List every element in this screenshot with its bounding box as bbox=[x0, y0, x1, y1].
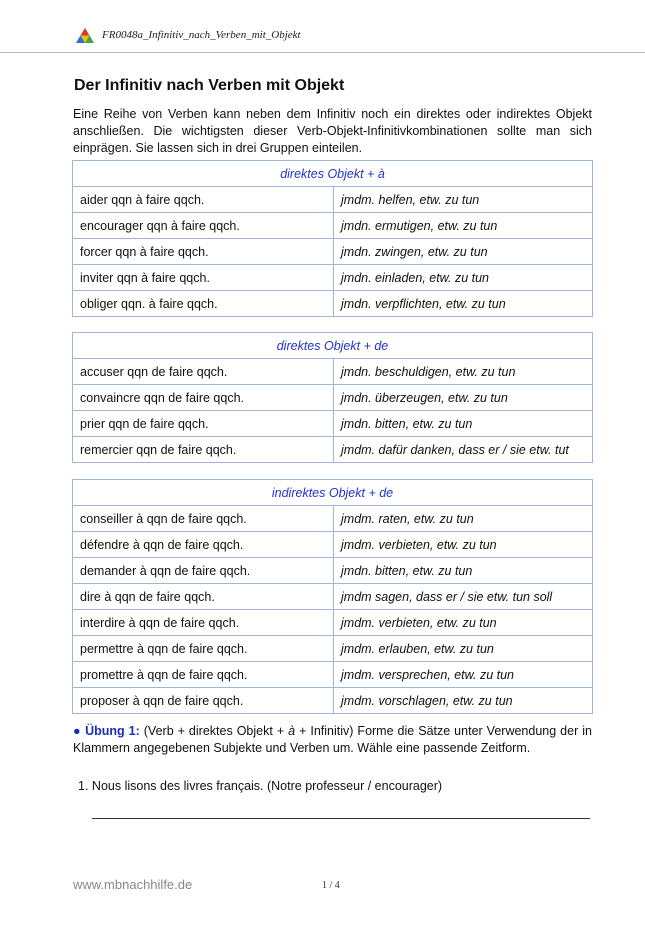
german-translation: jmdn. beschuldigen, etw. zu tun bbox=[334, 359, 593, 385]
table-row bbox=[73, 532, 593, 558]
table-direct-object-a bbox=[72, 160, 593, 317]
table-indirect-object-de bbox=[72, 479, 593, 714]
german-translation: jmdm. dafür danken, dass er / sie etw. tut bbox=[334, 437, 593, 463]
german-translation: jmdm. helfen, etw. zu tun bbox=[334, 187, 593, 213]
table-row bbox=[73, 411, 593, 437]
german-translation: jmdm. verbieten, etw. zu tun bbox=[334, 610, 593, 636]
german-translation: jmdn. überzeugen, etw. zu tun bbox=[334, 385, 593, 411]
french-phrase: convaincre qqn de faire qqch. bbox=[73, 385, 334, 411]
table-row bbox=[73, 610, 593, 636]
footer-website: www.mbnachhilfe.de bbox=[73, 877, 193, 892]
table-row bbox=[73, 265, 593, 291]
exercise-instruction-a: à bbox=[288, 724, 296, 738]
table-row bbox=[73, 187, 593, 213]
french-phrase: aider qqn à faire qqch. bbox=[73, 187, 334, 213]
intro-paragraph: Eine Reihe von Verben kann neben dem Infinitiv noch ein direktes oder indirektes Objekt anschließen. Die wichtigsten dieser Verb-Objekt-Infinitivkombinationen sollte man sich einprägen. Sie lassen sich in drei Gruppen einteilen. bbox=[73, 107, 592, 155]
german-translation: jmdm. versprechen, etw. zu tun bbox=[334, 662, 593, 688]
exercise-instruction-pre: (Verb + direktes Objekt + bbox=[139, 724, 289, 738]
french-phrase: défendre à qqn de faire qqch. bbox=[73, 532, 334, 558]
table-row bbox=[73, 359, 593, 385]
french-phrase: permettre à qqn de faire qqch. bbox=[73, 636, 334, 662]
exercise-bullet: ● bbox=[73, 724, 82, 738]
table-row bbox=[73, 688, 593, 714]
exercise-item-number: 1. bbox=[78, 779, 89, 793]
german-translation: jmdn. einladen, etw. zu tun bbox=[334, 265, 593, 291]
german-translation: jmdm sagen, dass er / sie etw. tun soll bbox=[334, 584, 593, 610]
table-heading: indirektes Objekt + de bbox=[73, 480, 593, 506]
french-phrase: interdire à qqn de faire qqch. bbox=[73, 610, 334, 636]
german-translation: jmdn. verpflichten, etw. zu tun bbox=[334, 291, 593, 317]
french-phrase: demander à qqn de faire qqch. bbox=[73, 558, 334, 584]
french-phrase: obliger qqn. à faire qqch. bbox=[73, 291, 334, 317]
german-translation: jmdn. ermutigen, etw. zu tun bbox=[334, 213, 593, 239]
triangle-logo-icon bbox=[76, 28, 94, 43]
exercise-instruction-post: + Infinitiv) Forme die Sätze unter Verwendung der in Klammern angegebenen Subjekte und Verben um. Wähle eine passende Zeitform. bbox=[73, 724, 592, 755]
french-phrase: conseiller à qqn de faire qqch. bbox=[73, 506, 334, 532]
document-filename: FR0048a_Infinitiv_nach_Verben_mit_Objekt bbox=[102, 29, 301, 41]
table-row bbox=[73, 636, 593, 662]
french-phrase: forcer qqn à faire qqch. bbox=[73, 239, 334, 265]
french-phrase: inviter qqn à faire qqch. bbox=[73, 265, 334, 291]
table-row bbox=[73, 291, 593, 317]
german-translation: jmdm. vorschlagen, etw. zu tun bbox=[334, 688, 593, 714]
table-row bbox=[73, 506, 593, 532]
table-row bbox=[73, 385, 593, 411]
exercise-instructions bbox=[73, 723, 592, 757]
exercise-item-text: Nous lisons des livres français. (Notre professeur / encourager) bbox=[91, 779, 443, 793]
page-number: 1 / 4 bbox=[322, 880, 340, 891]
header-divider bbox=[0, 52, 645, 53]
french-phrase: promettre à qqn de faire qqch. bbox=[73, 662, 334, 688]
page-title: Der Infinitiv nach Verben mit Objekt bbox=[74, 77, 345, 94]
table-row bbox=[73, 558, 593, 584]
table-row bbox=[73, 662, 593, 688]
french-phrase: encourager qqn à faire qqch. bbox=[73, 213, 334, 239]
german-translation: jmdn. bitten, etw. zu tun bbox=[334, 558, 593, 584]
table-heading: direktes Objekt + de bbox=[73, 333, 593, 359]
table-row bbox=[73, 584, 593, 610]
french-phrase: prier qqn de faire qqch. bbox=[73, 411, 334, 437]
answer-line bbox=[92, 818, 590, 819]
exercise-item bbox=[78, 779, 442, 793]
german-translation: jmdm. verbieten, etw. zu tun bbox=[334, 532, 593, 558]
french-phrase: dire à qqn de faire qqch. bbox=[73, 584, 334, 610]
table-row bbox=[73, 437, 593, 463]
german-translation: jmdn. zwingen, etw. zu tun bbox=[334, 239, 593, 265]
french-phrase: proposer à qqn de faire qqch. bbox=[73, 688, 334, 714]
german-translation: jmdm. raten, etw. zu tun bbox=[334, 506, 593, 532]
french-phrase: remercier qqn de faire qqch. bbox=[73, 437, 334, 463]
german-translation: jmdm. erlauben, etw. zu tun bbox=[334, 636, 593, 662]
page-header bbox=[76, 26, 301, 44]
french-phrase: accuser qqn de faire qqch. bbox=[73, 359, 334, 385]
table-direct-object-de bbox=[72, 332, 593, 463]
german-translation: jmdn. bitten, etw. zu tun bbox=[334, 411, 593, 437]
exercise-label: Übung 1: bbox=[85, 724, 140, 738]
table-row bbox=[73, 213, 593, 239]
table-heading: direktes Objekt + à bbox=[73, 161, 593, 187]
table-row bbox=[73, 239, 593, 265]
